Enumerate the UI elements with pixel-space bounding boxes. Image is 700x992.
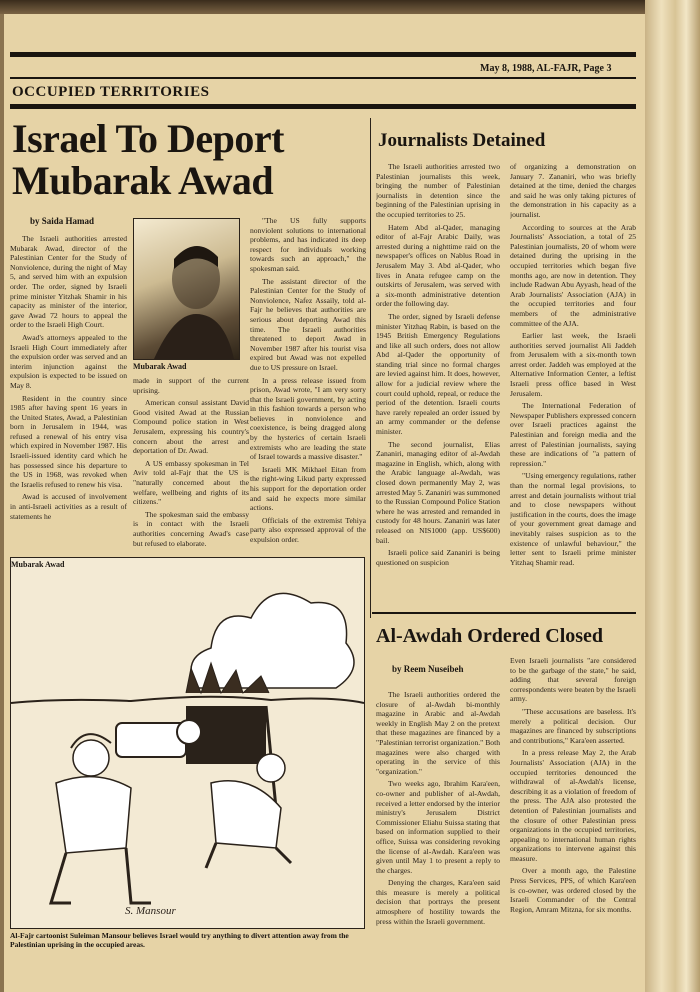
paragraph: Over a month ago, the Palestine Press Services, PPS, of which Kara'een is co-owner, was ordered closed by the Israeli Commander of the Central Region, Amram Mitzna, for six months.	[510, 866, 636, 914]
story1-column-2	[133, 376, 249, 554]
paragraph: The Israeli authorities ordered the closure of al-Awdah bi-monthly magazine in Arabic and al-Awdah weekly in English May 2 on the pretext that these magazines are financed by a "Palestinian terrorist organization." Both magazines were also charged with operating in the service of this "organization."	[376, 690, 500, 776]
paragraph: Even Israeli journalists "are considered to be the garbage of the state," he said, adding that several foreign correspondents were beaten by the Israeli army.	[510, 656, 636, 704]
paragraph: Hatem Abd al-Qader, managing editor of al-Fajr Arabic Daily, was arrested during a nighttime raid on the newspaper's offices on Nablus Road in Jerusalem May 3. Abd al-Qader, who lives in Anata refugee camp on the outskirts of Jerusalem, was served with a six-month administrative detention order the following day.	[376, 222, 500, 309]
cartoon-caption: Al-Fajr cartoonist Suleiman Mansour believes Israel would try anything to divert attention away from the Palestinian uprising in the occupied areas.	[10, 931, 349, 949]
story1-headline: Israel To Deport Mubarak Awad	[12, 116, 284, 203]
page-top-shadow	[0, 0, 700, 14]
paragraph: Resident in the country since 1985 after having spent 16 years in the United States, Awad, a Palestinian born in Jerusalem in 1944, was refused a renewal of his entry visa which expired in November 1987. His Israeli-issued identity card which he has possessed since his departure to the US in 1968, was revoked when the Israelis refused to renew his visa.	[10, 393, 127, 489]
binding-edge	[645, 0, 700, 992]
story3-column-2	[510, 656, 636, 952]
paragraph: The International Federation of Newspaper Publishers expressed concern over Israeli practices against the Palestinian and foreign media and the arrest of Palestinian journalists, saying these are indications of "a pattern of repression."	[510, 401, 636, 468]
paragraph: In a press release May 2, the Arab Journalists' Association (AJA) in the occupied territories denounced the withdrawal of al-Awdah's license, describing it as a violation of freedom of the press. The AJA also protested the detention of Palestinian journalists and the closure of other Palestinian press organizations in the occupied territories, appealing to international human rights organizations to intervene against this measure.	[510, 748, 636, 863]
paragraph: In a press release issued from prison, Awad wrote, "I am very sorry that the Israeli government, by acting in this fashion towards a person who believes in nonviolence and coexistence, is being dragged along by the hysterics of certain Israeli extremists who are leading the state of Israel towards a massive disaster."	[250, 375, 366, 462]
paragraph: Two weeks ago, Ibrahim Kara'een, co-owner and publisher of al-Awdah, received a letter endorsed by the interior ministry's Jerusalem District Commissioner Eliahu Suissa stating that based on information supplied to their office, Suissa was considering revoking the license of al-Awdah. Kara'een was given until May 1 to present a reply to the charges.	[376, 779, 500, 875]
paragraph: A US embassy spokesman in Tel Aviv told al-Fajr that the US is "naturally concerned about the welfare, wellbeing and rights of its citizens."	[133, 458, 249, 507]
story3-headline: Al-Awdah Ordered Closed	[376, 625, 604, 647]
column-divider	[370, 118, 371, 618]
paragraph: The Israeli authorities arrested two Palestinian journalists this week, bringing the number of Palestinian journalists in detention since the beginning of the Palestinian uprising in the occupied territories to 25.	[376, 162, 500, 219]
paragraph: Israeli police said Zananiri is being questioned on suspicion	[376, 548, 500, 567]
story1-column-3	[250, 216, 366, 552]
paragraph: The Israeli authorities arrested Mubarak Awad, director of the Palestinian Center for the Study of Nonviolence, during the night of May 5, and served him with an expulsion order. The order, signed by Israeli prime minister Yitzhak Shamir in his capacity as minister of the interior, gave Awad 72 hours to appeal the order to the Israeli High Court.	[10, 234, 127, 330]
page-edge	[0, 0, 4, 992]
story3-column-1	[376, 690, 500, 952]
section-rule	[10, 104, 636, 109]
cartoon-title: Mubarak Awad	[11, 560, 65, 569]
paragraph: According to sources at the Arab Journalists' Association, a total of 25 Palestinian journalists, 20 of whom were detained during the uprising in the occupied territories which began five months ago, are now in detention. They include Radwan Abu Ayyash, head of the Arab Journalists' Association (AJA) in the occupied territories and four members of the administrative committee of the AJA.	[510, 222, 636, 328]
story1-column-1	[10, 234, 127, 552]
paragraph: Awad is accused of involvement in anti-Israeli activities as a result of statements he	[10, 492, 127, 521]
paragraph: Officials of the extremist Tehiya party also expressed approval of the expulsion order.	[250, 515, 366, 544]
paragraph: Israeli MK Mikhael Eitan from the right-wing Likud party expressed his support for the deportation order and said he expects more similar actions.	[250, 464, 366, 513]
paragraph: "These accusations are baseless. It's merely a political decision. Our magazines are financed by subscriptions and contributions," Kara'een asserted.	[510, 706, 636, 745]
paragraph: The spokesman said the embassy is in contact with the Israeli authorities concerning Awad's case but refused to elaborate.	[133, 509, 249, 548]
paragraph: Denying the charges, Kara'een said this measure is merely a political decision that portrays the present atmosphere of hostility towards the press within the Israeli government.	[376, 878, 500, 926]
top-rule	[10, 52, 636, 57]
paragraph: The assistant director of the Palestinian Center for the Study of Nonviolence, Nafez Assaily, told al-Fajr he believes that authorities are serious about deporting Awad this time. The Israeli authorities threatened to deport Awad in November 1987 after his tourist visa expired but Awad was not expelled due to US pressure on Israel.	[250, 276, 366, 372]
editorial-cartoon	[10, 557, 365, 929]
portrait-icon	[134, 219, 239, 359]
paragraph: made in support of the current uprising.	[133, 376, 249, 395]
paragraph: The order, signed by Israeli defense minister Yitzhaq Rabin, is based on the 1945 British Emergency Regulations and like all such orders, does not allow Abd al-Qader the opportunity of standing trial since no formal charges are levied against him. It does, however, allow for a judicial review where the court could uphold, repeal, or reduce the period of the detention. Israeli courts have rarely repealed an order issued by an army commander or the defense minister.	[376, 311, 500, 437]
story1-byline: by Saida Hamad	[30, 216, 95, 226]
section-title: OCCUPIED TERRITORIES	[12, 84, 210, 100]
paragraph: Earlier last week, the Israeli authorities served journalist Ali Jaddeh from Jerusalem with a six-month town arrest order. Jaddeh was employed at the Alternative Information Center, a leftist Israeli press office based in West Jerusalem.	[510, 331, 636, 398]
paragraph: "Using emergency regulations, rather than the normal legal provisions, to arrest and detain journalists without trial and to close newspapers without justification in the courts, does the image of your government great damage and inevitably raises suspicion as to the existence of unlawful behaviour," the letter sent to Israeli prime minister Yitzhaq Shamir read.	[510, 471, 636, 567]
story3-byline: by Reem Nuseibeh	[392, 664, 464, 674]
paragraph: American consul assistant David Good visited Awad at the Russian Compound police station in West Jerusalem, expressing his country's concern about the arrest and deportation of Dr. Awad.	[133, 398, 249, 456]
story2-column-2	[510, 162, 636, 605]
photo-caption: Mubarak Awad	[133, 362, 187, 371]
mubarak-awad-photo	[133, 218, 240, 360]
paragraph: of organizing a demonstration on January 7. Zananiri, who was briefly detained at the time, denied the charges and said he was only taking pictures of the demonstration in his capacity as a journalist.	[510, 162, 636, 219]
header-rule	[10, 77, 636, 79]
story2-column-1	[376, 162, 500, 605]
paragraph: "The US fully supports nonviolent solutions to international problems, and has indicated its deep respect for individuals working towards such an approach," the spokesman said.	[250, 216, 366, 273]
cartoonist-signature: S. Mansour	[125, 905, 176, 917]
dateline: May 8, 1988, AL-FAJR, Page 3	[480, 63, 612, 74]
paragraph: The second journalist, Elias Zananiri, managing editor of al-Awdah magazine in English, which, along with the Arabic language al-Awdah, was closed down permanently May 2, was arrested May 5. Zananiri was summoned to the Russian Compound Police Station where he was arrested and remanded in custody for 48 hours. Zananiri was later released on NIS1000 (app. US$600) bail.	[376, 439, 500, 545]
cartoon-drawing-icon	[11, 558, 364, 928]
paragraph: Awad's attorneys appealed to the Israeli High Court immediately after the expulsion order was served and an interim injunction against the expulsion is expected to be issued on May 8.	[10, 332, 127, 390]
story-divider	[372, 612, 636, 614]
story2-headline: Journalists Detained	[378, 130, 546, 151]
